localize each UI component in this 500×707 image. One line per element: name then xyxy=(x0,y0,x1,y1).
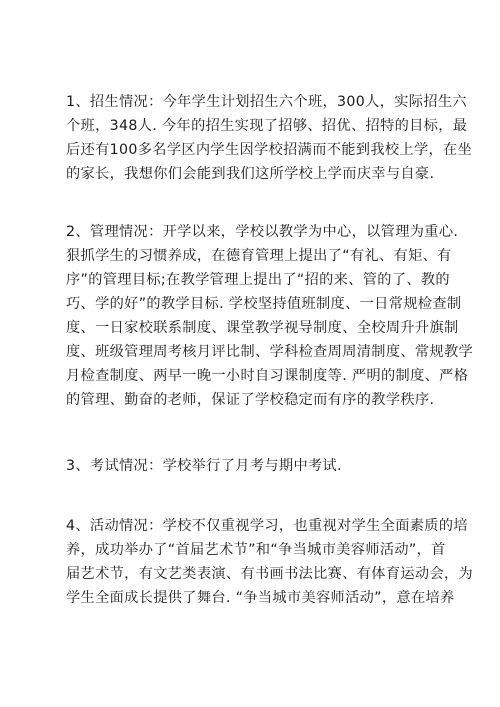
text-line: 3、考试情况：学校举行了月考与期中考试. xyxy=(66,458,342,474)
text-line: 1、招生情况：今年学生计划招生六个班，300人，实际招生六 xyxy=(66,94,467,110)
text-line: 巧、学的好”的教学目标. 学校坚持值班制度、一日常规检查制 xyxy=(66,296,462,312)
text-line: 度、一日家校联系制度、课堂教学视导制度、全校周升升旗制 xyxy=(66,320,459,336)
text-line: 狠抓学生的习惯养成，在德育管理上提出了“有礼、有矩、有 xyxy=(66,248,452,264)
text-line: 届艺术节，有文艺类表演、有书画书法比赛、有体育运动会，为 xyxy=(66,566,474,582)
text-line: 养，成功举办了“首届艺术节”和“争当城市美容师活动”，首 xyxy=(66,542,446,558)
paragraph-exams xyxy=(66,454,466,478)
text-line: 后还有100多名学区内学生因学校招满而不能到我校上学，在坐 xyxy=(66,142,473,158)
text-line: 学生全面成长提供了舞台. “争当城市美容师活动”，意在培养 xyxy=(66,590,455,606)
text-line: 序”的管理目标;在教学管理上提出了“招的来、管的了、教的 xyxy=(66,272,450,288)
paragraph-enrollment xyxy=(66,90,473,186)
text-line: 度、班级管理周考核月评比制、学科检查周周清制度、常规教学 xyxy=(66,344,474,360)
text-line: 月检查制度、两早一晚一小时自习课制度等. 严明的制度、严格 xyxy=(66,368,469,384)
text-line: 4、活动情况：学校不仅重视学习，也重视对学生全面素质的培 xyxy=(66,518,468,534)
text-line: 的管理、勤奋的老师，保证了学校稳定而有序的教学秩序. xyxy=(66,392,435,408)
text-line: 个班，348人. 今年的招生实现了招够、招优、招特的目标，最 xyxy=(66,118,468,134)
paragraph-management xyxy=(66,220,474,412)
text-line: 2、管理情况：开学以来，学校以教学为中心，以管理为重心. xyxy=(66,224,459,240)
paragraph-activities xyxy=(66,514,474,610)
text-line: 的家长，我想你们会能到我们这所学校上学而庆幸与自豪. xyxy=(66,166,435,182)
